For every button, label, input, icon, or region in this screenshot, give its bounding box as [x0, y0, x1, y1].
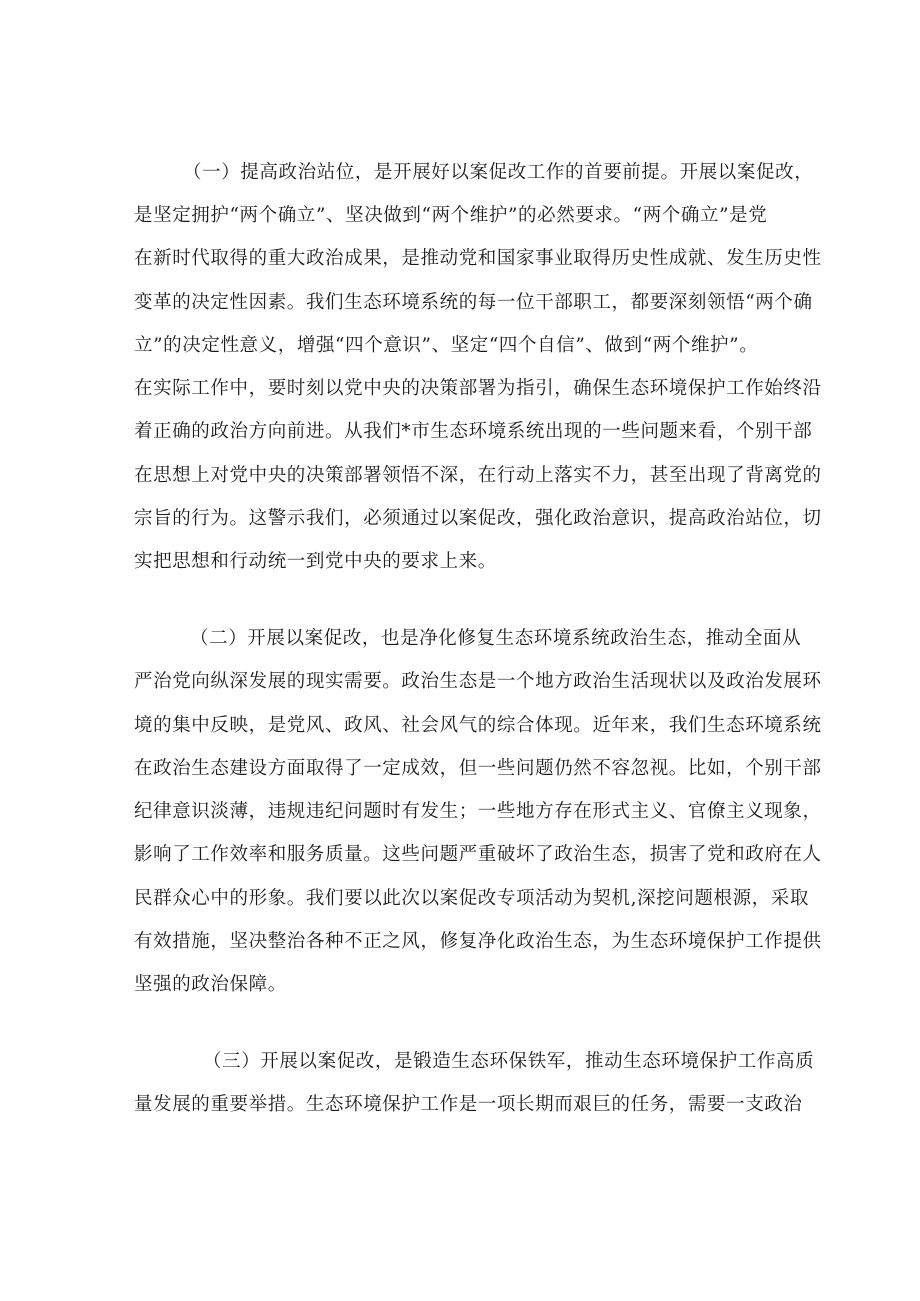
paragraph-1-line-8: 在思想上对党中央的决策部署领悟不深，在行动上落实不力，甚至出现了背离党的: [134, 465, 822, 486]
paragraph-1-line-7: 着正确的政治方向前进。从我们*市生态环境系统出现的一些问题来看，个别干部: [134, 421, 813, 442]
paragraph-2-line-9: 坚强的政治保障。: [134, 974, 287, 995]
paragraph-1-line-5: 立”的决定性意义，增强“四个意识”、坚定“四个自信”、做到“两个维护”。: [134, 335, 759, 356]
paragraph-1-line-6: 在实际工作中，要时刻以党中央的决策部署为指引，确保生态环境保护工作始终沿: [134, 378, 822, 399]
paragraph-1-line-9: 宗旨的行为。这警示我们，必须通过以案促改，强化政治意识，提高政治站位，切: [134, 508, 822, 529]
paragraph-2-line-5: 纪律意识淡薄，违规违纪问题时有发生；一些地方存在形式主义、官僚主义现象，: [134, 801, 822, 822]
paragraph-2-line-2: 严治党向纵深发展的现实需要。政治生态是一个地方政治生活现状以及政治发展环: [134, 671, 822, 692]
paragraph-2-line-3: 境的集中反映，是党风、政风、社会风气的综合体现。近年来，我们生态环境系统: [134, 715, 822, 736]
paragraph-1-line-10: 实把思想和行动统一到党中央的要求上来。: [134, 551, 497, 572]
paragraph-1-line-4: 变革的决定性因素。我们生态环境系统的每一位干部职工，都要深刻领悟“两个确: [134, 292, 813, 313]
paragraph-2-line-8: 有效措施，坚决整治各种不正之风，修复净化政治生态，为生态环境保护工作提供: [134, 931, 822, 952]
paragraph-1-line-3: 在新时代取得的重大政治成果，是推动党和国家事业取得历史性成就、发生历史性: [134, 248, 822, 269]
paragraph-1-line-2: 是坚定拥护“两个确立”、坚决做到“两个维护”的必然要求。“两个确立”是党: [134, 205, 768, 226]
paragraph-2-line-6: 影响了工作效率和服务质量。这些问题严重破坏了政治生态，损害了党和政府在人: [134, 844, 822, 865]
paragraph-3-line-1: （三）开展以案促改，是锻造生态环保铁军，推动生态环境保护工作高质: [203, 1051, 815, 1072]
paragraph-1-line-1: （一）提高政治站位，是开展好以案促改工作的首要前提。开展以案促改，: [183, 162, 814, 183]
paragraph-2-line-4: 在政治生态建设方面取得了一定成效，但一些问题仍然不容忽视。比如，个别干部: [134, 758, 822, 779]
paragraph-3-line-2: 量发展的重要举措。生态环境保护工作是一项长期而艰巨的任务，需要一支政治: [134, 1094, 803, 1115]
paragraph-2-line-1: （二）开展以案促改，也是净化修复生态环境系统政治生态，推动全面从: [190, 628, 802, 649]
paragraph-2-line-7: 民群众心中的形象。我们要以此次以案促改专项活动为契机,深挖问题根源，采取: [134, 888, 809, 909]
